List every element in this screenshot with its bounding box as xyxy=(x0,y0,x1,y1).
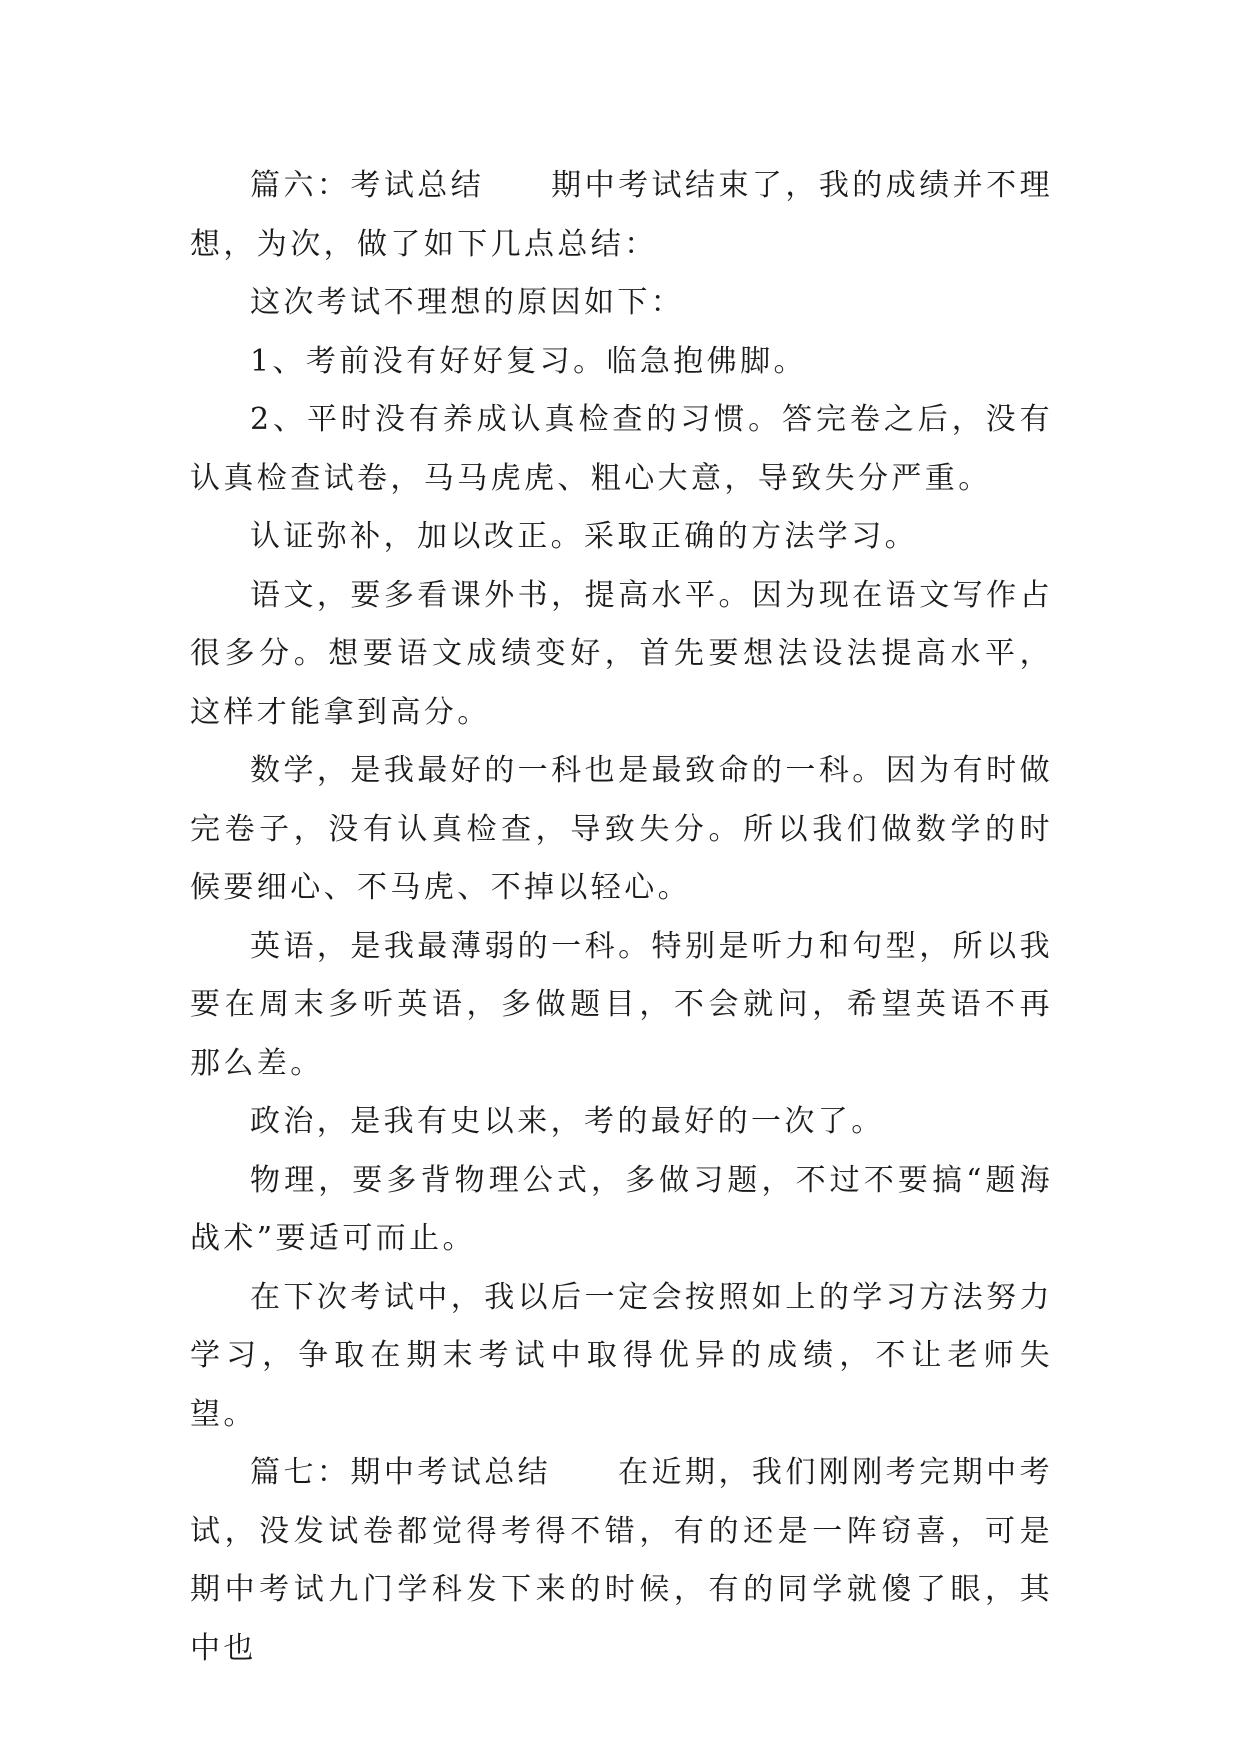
paragraph-9: 政治，是我有史以来，考的最好的一次了。 xyxy=(250,1104,885,1139)
paragraph-7: 数学，是我最好的一科也是最致命的一科。因为有时做完卷子，没有认真检查，导致失分。所以我们做数学的时候要细心、不马虎、不掉以轻心。 xyxy=(190,753,1053,905)
paragraph-4: 2、平时没有养成认真检查的习惯。答完卷之后，没有认真检查试卷，马马虎虎、粗心大意，导致失分严重。 xyxy=(190,402,1053,496)
paragraph-5: 认证弥补，加以改正。采取正确的方法学习。 xyxy=(250,519,918,554)
document-body xyxy=(190,157,1053,1678)
paragraph-1: 篇六：考试总结 期中考试结束了，我的成绩并不理想，为次，做了如下几点总结： xyxy=(190,168,1053,262)
paragraph-2: 这次考试不理想的原因如下： xyxy=(250,285,685,320)
paragraph-10: 物理，要多背物理公式，多做习题，不过不要搞“题海战术”要适可而止。 xyxy=(190,1162,1053,1256)
paragraph-11: 在下次考试中，我以后一定会按照如上的学习方法努力学习，争取在期末考试中取得优异的成绩，不让老师失望。 xyxy=(190,1279,1053,1432)
paragraph-3: 1、考前没有好好复习。临急抱佛脚。 xyxy=(250,343,807,379)
paragraph-8: 英语，是我最薄弱的一科。特别是听力和句型，所以我要在周末多听英语，多做题目，不会就问，希望英语不再那么差。 xyxy=(190,928,1053,1081)
paragraph-6: 语文，要多看课外书，提高水平。因为现在语文写作占很多分。想要语文成绩变好，首先要想法设法提高水平，这样才能拿到高分。 xyxy=(190,577,1053,730)
paragraph-12: 篇七：期中考试总结 在近期，我们刚刚考完期中考试，没发试卷都觉得考得不错，有的还是一阵窃喜，可是期中考试九门学科发下来的时候，有的同学就傻了眼，其中也 xyxy=(190,1455,1053,1666)
